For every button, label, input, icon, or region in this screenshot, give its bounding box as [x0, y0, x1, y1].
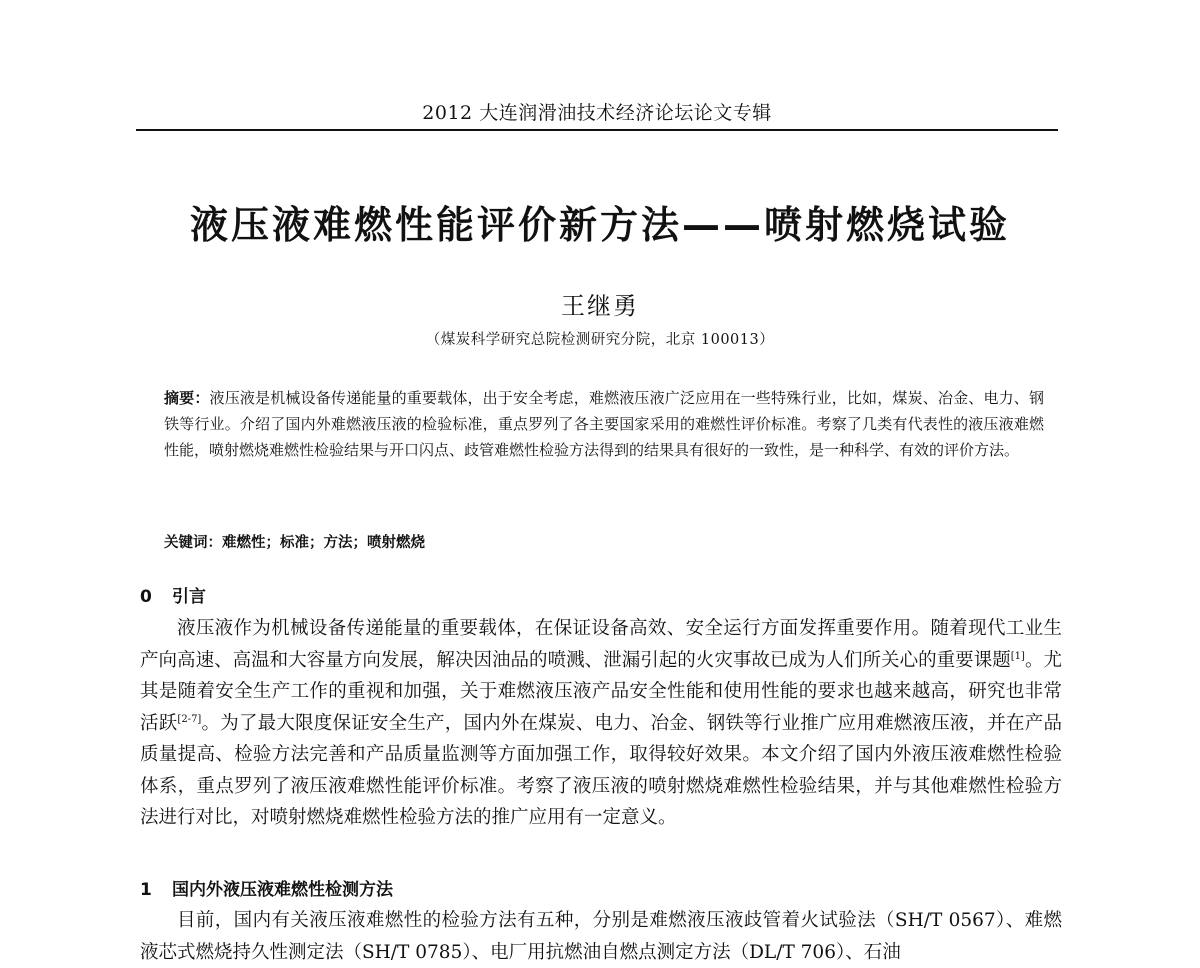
intro-text-2: 。尤其是随着安全生产工作的重视和加强，关于难燃液压液产品安全性能和使用性能的要求也越来越高，研究也非常活跃 — [140, 649, 1062, 734]
section-heading-methods — [140, 877, 393, 903]
keywords — [164, 530, 1044, 556]
abstract — [164, 385, 1044, 463]
author-name: 王继勇 — [561, 292, 639, 320]
abstract-text: 液压液是机械设备传递能量的重要载体，出于安全考虑，难燃液压液广泛应用在一些特殊行业，比如，煤炭、冶金、电力、钢铁等行业。介绍了国内外难燃液压液的检验标准，重点罗列了各主要国家采用的难燃性评价标准。考察了几类有代表性的液压液难燃性能，喷射燃烧难燃性检验结果与开口闪点、歧管难燃性检验方法得到的结果具有很好的一致性，是一种科学、有效的评价方法。 — [164, 389, 1044, 459]
section-heading-intro — [140, 584, 206, 610]
keywords-label: 关键词： — [164, 535, 222, 551]
methods-paragraph: 目前，国内有关液压液难燃性的检验方法有五种，分别是难燃液压液歧管着火试验法（SH/T 0567）、难燃液芯式燃烧持久性测定法（SH/T 0785）、电厂用抗燃油自燃点测定方法（DL/T 706）、石油 — [140, 910, 1062, 963]
intro-text-3: 。为了最大限度保证安全生产，国内外在煤炭、电力、冶金、钢铁等行业推广应用难燃液压液，并在产品质量提高、检验方法完善和产品质量监测等方面加强工作，取得较好效果。本文介绍了国内外液压液难燃性检验体系，重点罗列了液压液难燃性能评价标准。考察了液压液的喷射燃烧难燃性检验结果，并与其他难燃性检验方法进行对比，对喷射燃烧难燃性检验方法的推广应用有一定意义。 — [140, 712, 1062, 828]
intro-text-1: 液压液作为机械设备传递能量的重要载体，在保证设备高效、安全运行方面发挥重要作用。随着现代工业生产向高速、高温和大容量方向发展，解决因油品的喷溅、泄漏引起的火灾事故已成为人们所关心的重要课题 — [140, 618, 1062, 671]
section-title: 引言 — [172, 587, 206, 607]
abstract-label: 摘要： — [164, 389, 210, 407]
citation-2-7: [2-7] — [177, 713, 202, 725]
section-number: 0 — [140, 587, 152, 607]
section-title: 国内外液压液难燃性检测方法 — [172, 880, 393, 900]
intro-paragraph — [140, 613, 1062, 834]
author-affiliation: （煤炭科学研究总院检测研究分院，北京 100013） — [425, 332, 775, 348]
article-title: 液压液难燃性能评价新方法——喷射燃烧试验 — [189, 203, 1010, 247]
citation-1: [1] — [1010, 650, 1025, 662]
running-header: 2012 大连润滑油技术经济论坛论文专辑 — [422, 102, 772, 124]
keywords-text: 难燃性；标准；方法；喷射燃烧 — [222, 535, 425, 551]
section-number: 1 — [140, 880, 152, 900]
header-rule — [136, 129, 1058, 131]
